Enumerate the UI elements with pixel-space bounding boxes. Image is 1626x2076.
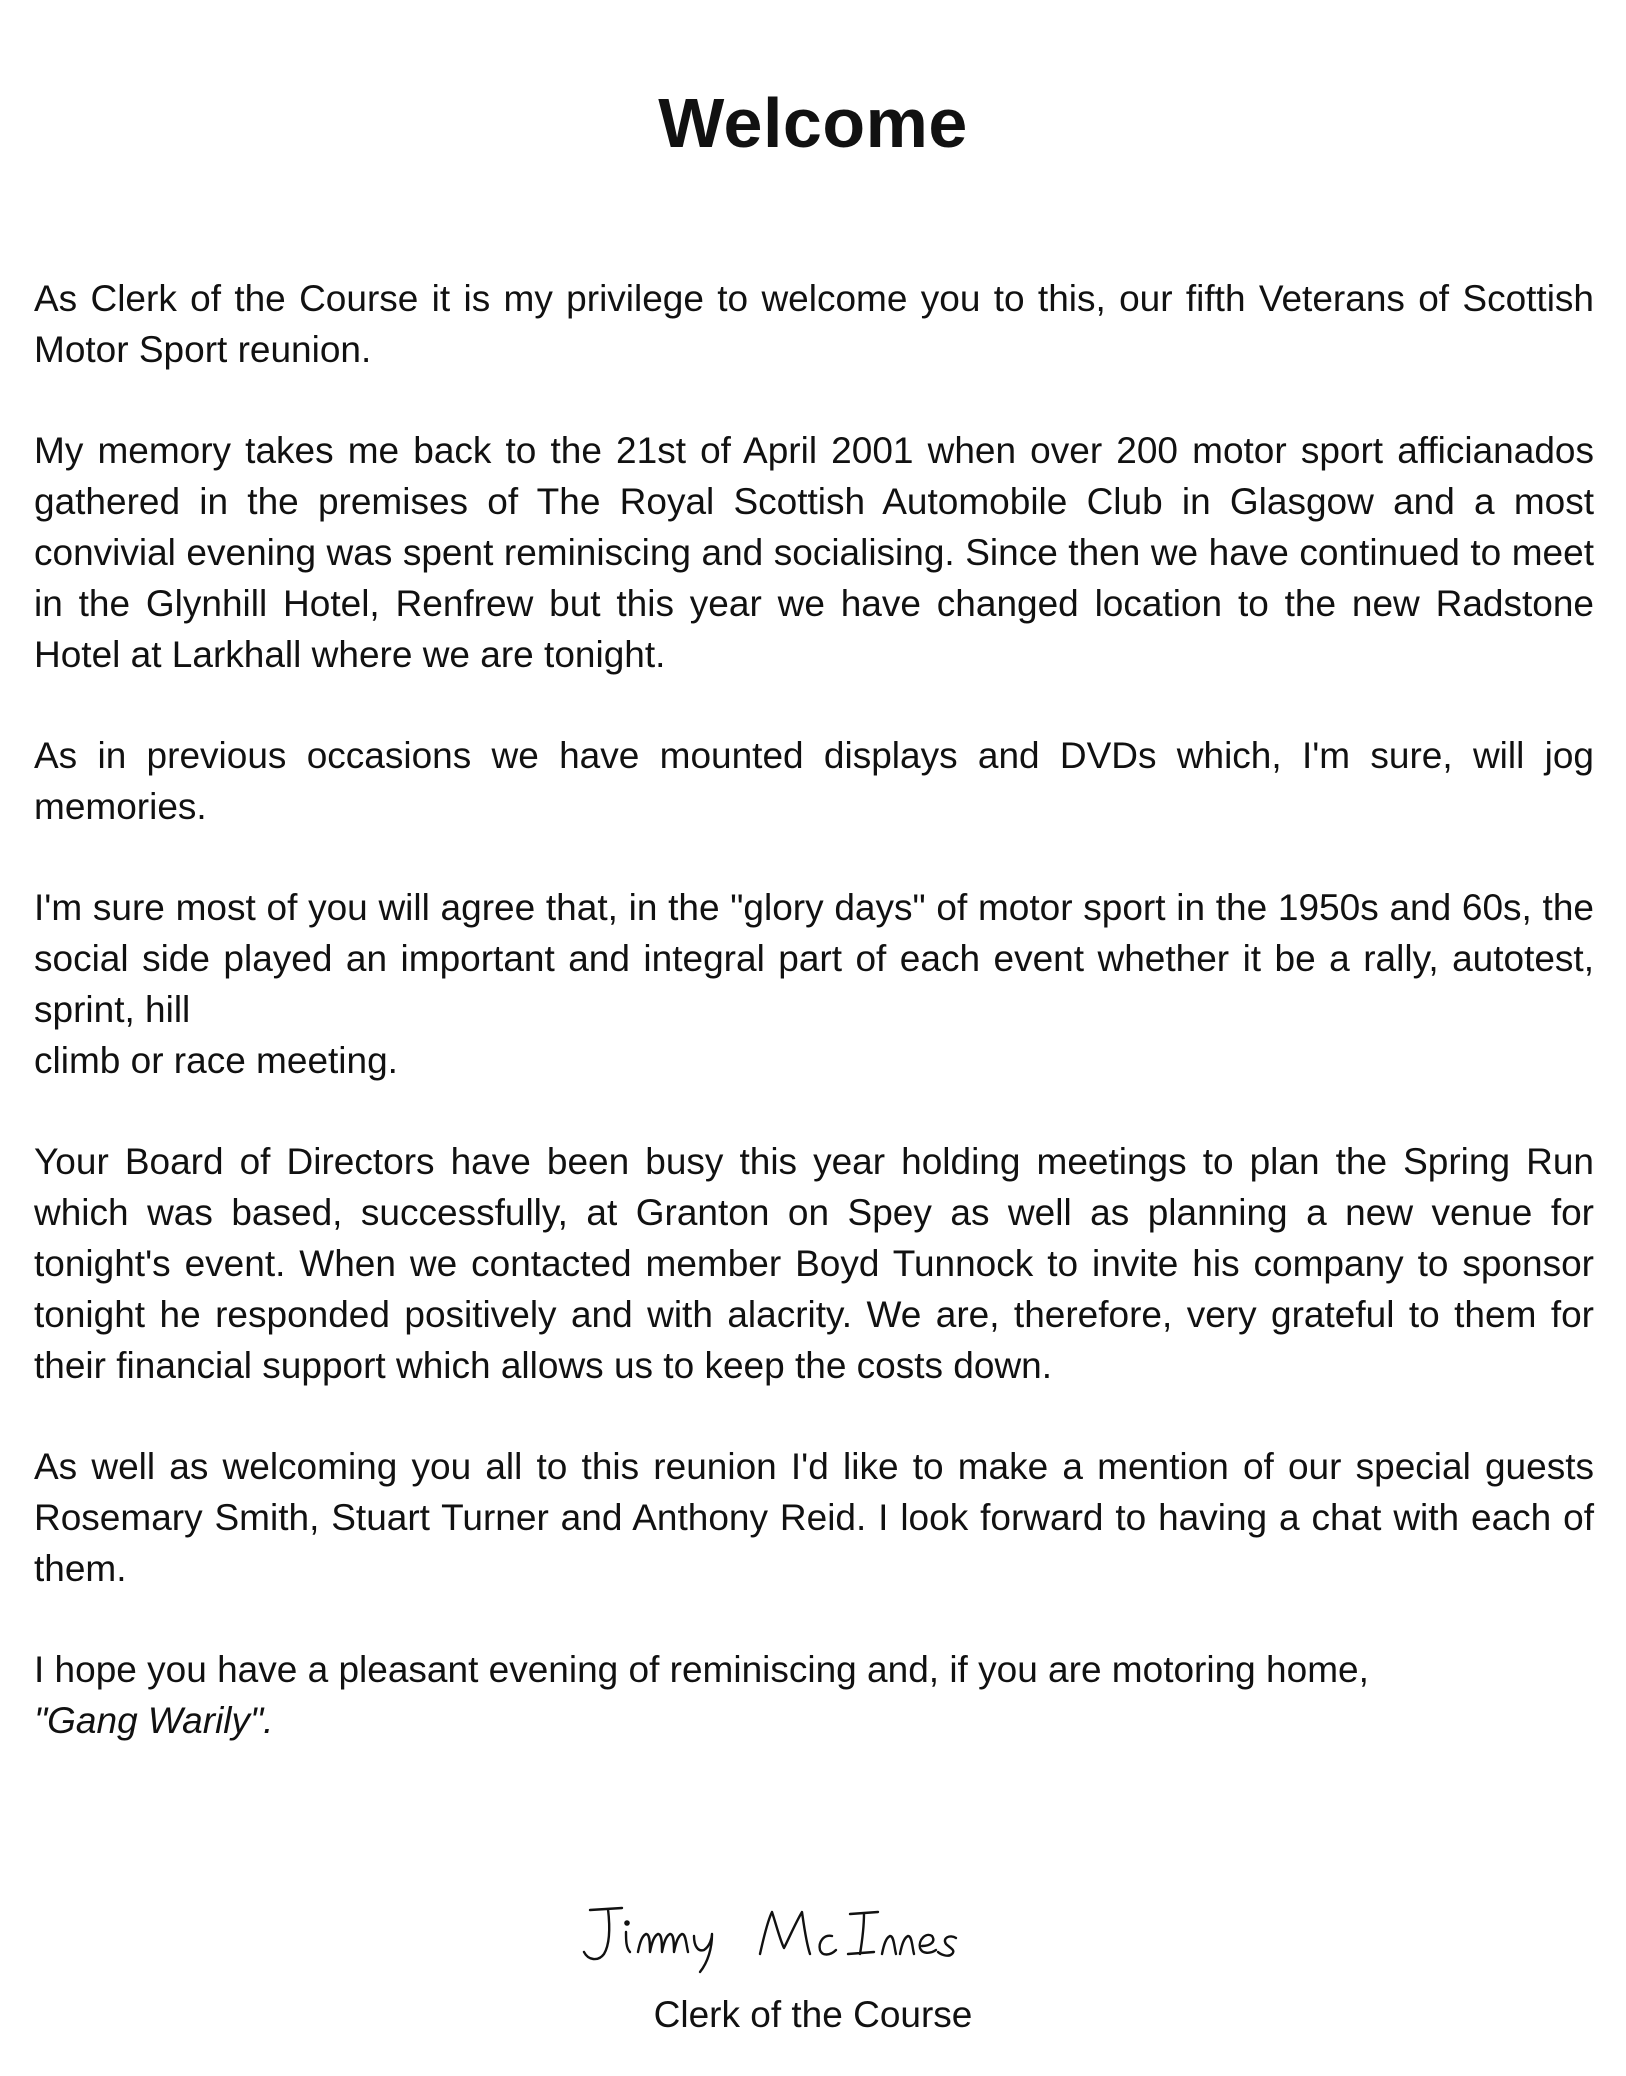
page-title: Welcome [658,84,968,162]
paragraph-5: Your Board of Directors have been busy this year holding meetings to plan the Spring Run which was based, successfully, at Granton on Spey as well as planning a new venue for tonight's event. When we contacted member Boyd Tunnock to invite his company to sponsor tonight he responded positively and with alacrity. We are, therefore, very grateful to them for their financial support which allows us to keep the costs down. [34,1141,1594,1386]
paragraph-7-text: I hope you have a pleasant evening of reminiscing and, if you are motoring home, [34,1649,1369,1690]
paragraph-2: My memory takes me back to the 21st of April 2001 when over 200 motor sport afficianados gathered in the premises of The Royal Scottish Automobile Club in Glasgow and a most convivial evening was spent reminiscing and socialising. Since then we have continued to meet in the Glynhill Hotel, Renfrew but this year we have changed location to the new Radstone Hotel at Larkhall where we are tonight. [34,430,1594,675]
letter-body [34,273,1594,1796]
paragraph-1: As Clerk of the Course it is my privilege to welcome you to this, our fifth Veterans of Scottish Motor Sport reunion. [34,278,1594,370]
paragraph-3: As in previous occasions we have mounted displays and DVDs which, I'm sure, will jog memories. [34,735,1594,827]
paragraph-4-continuation: climb or race meeting. [34,1040,398,1081]
paragraph-7 [34,1644,1594,1746]
handwritten-signature [560,1896,1060,1976]
paragraph-4 [34,882,1594,1086]
paragraph-6: As well as welcoming you all to this reunion I'd like to make a mention of our special guests Rosemary Smith, Stuart Turner and Anthony Reid. I look forward to having a chat with each of them. [34,1446,1594,1589]
signoff-title: Clerk of the Course [653,1994,973,2035]
paragraph-4-text: I'm sure most of you will agree that, in the "glory days" of motor sport in the 1950s and 60s, the social side played an important and integral part of each event whether it be a rally, autotest, sprint, hill [34,887,1594,1030]
closing-quote: "Gang Warily". [34,1700,274,1741]
